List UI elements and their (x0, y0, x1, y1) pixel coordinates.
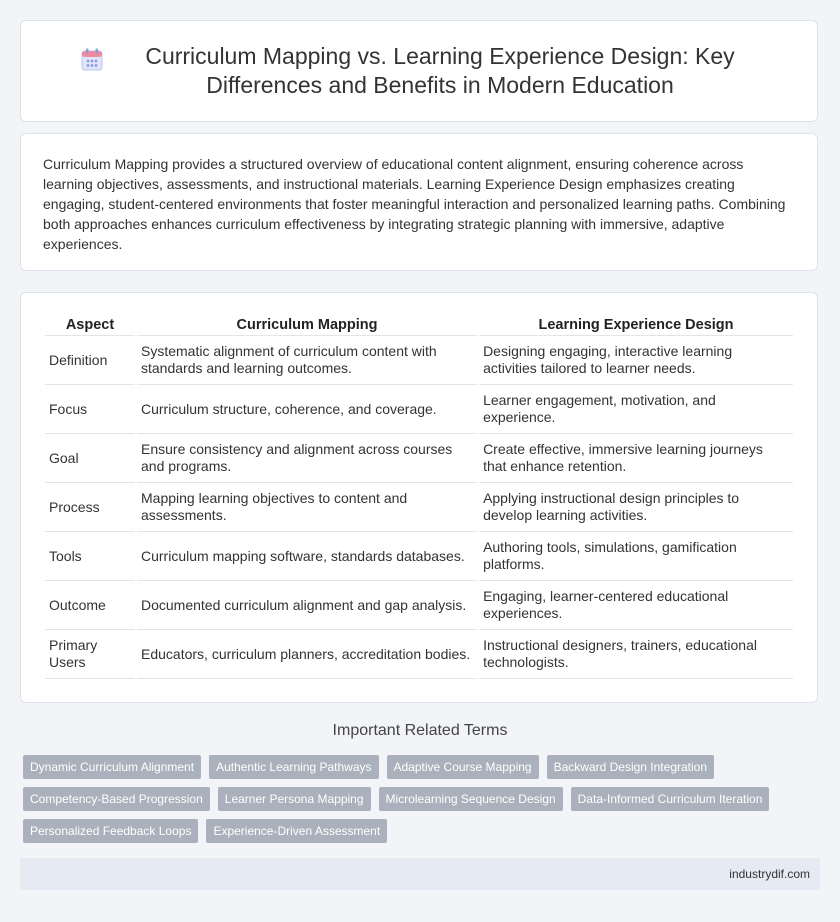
row-learning-experience-design: Engaging, learner-centered educational experiences. (479, 581, 793, 630)
comparison-table (43, 311, 795, 679)
row-curriculum-mapping: Curriculum structure, coherence, and coverage. (137, 385, 477, 434)
row-aspect: Goal (45, 434, 135, 483)
term-tag[interactable]: Adaptive Course Mapping (387, 755, 539, 779)
header-aspect: Aspect (45, 311, 135, 336)
row-curriculum-mapping: Educators, curriculum planners, accreditation bodies. (137, 630, 477, 679)
term-tag[interactable]: Competency-Based Progression (23, 787, 210, 811)
term-tag[interactable]: Learner Persona Mapping (218, 787, 371, 811)
title-card (20, 20, 818, 122)
row-learning-experience-design: Applying instructional design principles to develop learning activities. (479, 483, 793, 532)
term-tag[interactable]: Data-Informed Curriculum Iteration (571, 787, 770, 811)
comparison-table-card (20, 292, 818, 703)
table-row (45, 581, 793, 630)
calendar-icon (78, 46, 106, 74)
row-aspect: Outcome (45, 581, 135, 630)
intro-paragraph: Curriculum Mapping provides a structured overview of educational content alignment, ensuring coherence across learning objectives, assessments, and instructional materials. Learning Experience Design emphasizes creating engaging, student-centered environments that foster meaningful interaction and personalized learning paths. Combining both approaches enhances curriculum effectiveness by integrating strategic planning with immersive, adaptive experiences. (43, 156, 786, 252)
term-tag[interactable]: Microlearning Sequence Design (379, 787, 563, 811)
term-tag[interactable]: Backward Design Integration (547, 755, 714, 779)
table-row (45, 483, 793, 532)
related-terms-list (23, 755, 823, 843)
row-curriculum-mapping: Ensure consistency and alignment across courses and programs. (137, 434, 477, 483)
row-curriculum-mapping: Documented curriculum alignment and gap analysis. (137, 581, 477, 630)
table-row (45, 532, 793, 581)
row-learning-experience-design: Authoring tools, simulations, gamification platforms. (479, 532, 793, 581)
row-aspect: Process (45, 483, 135, 532)
row-aspect: Primary Users (45, 630, 135, 679)
header-curriculum-mapping: Curriculum Mapping (137, 311, 477, 336)
footer-site-link[interactable]: industrydif.com (729, 867, 810, 881)
footer (20, 858, 820, 890)
term-tag[interactable]: Dynamic Curriculum Alignment (23, 755, 201, 779)
header-learning-experience-design: Learning Experience Design (479, 311, 793, 336)
table-header-row (45, 311, 793, 336)
related-terms-heading: Important Related Terms (332, 722, 508, 739)
row-learning-experience-design: Learner engagement, motivation, and experience. (479, 385, 793, 434)
table-row (45, 336, 793, 385)
row-curriculum-mapping: Mapping learning objectives to content and assessments. (137, 483, 477, 532)
row-curriculum-mapping: Systematic alignment of curriculum content with standards and learning outcomes. (137, 336, 477, 385)
row-aspect: Definition (45, 336, 135, 385)
intro-card (20, 133, 818, 271)
row-aspect: Tools (45, 532, 135, 581)
row-aspect: Focus (45, 385, 135, 434)
row-learning-experience-design: Create effective, immersive learning journeys that enhance retention. (479, 434, 793, 483)
table-row (45, 434, 793, 483)
term-tag[interactable]: Authentic Learning Pathways (209, 755, 378, 779)
row-curriculum-mapping: Curriculum mapping software, standards databases. (137, 532, 477, 581)
row-learning-experience-design: Designing engaging, interactive learning activities tailored to learner needs. (479, 336, 793, 385)
table-row (45, 630, 793, 679)
table-row (45, 385, 793, 434)
term-tag[interactable]: Personalized Feedback Loops (23, 819, 198, 843)
term-tag[interactable]: Experience-Driven Assessment (206, 819, 387, 843)
page-title: Curriculum Mapping vs. Learning Experience Design: Key Differences and Benefits in Modern Education (145, 43, 735, 98)
row-learning-experience-design: Instructional designers, trainers, educational technologists. (479, 630, 793, 679)
